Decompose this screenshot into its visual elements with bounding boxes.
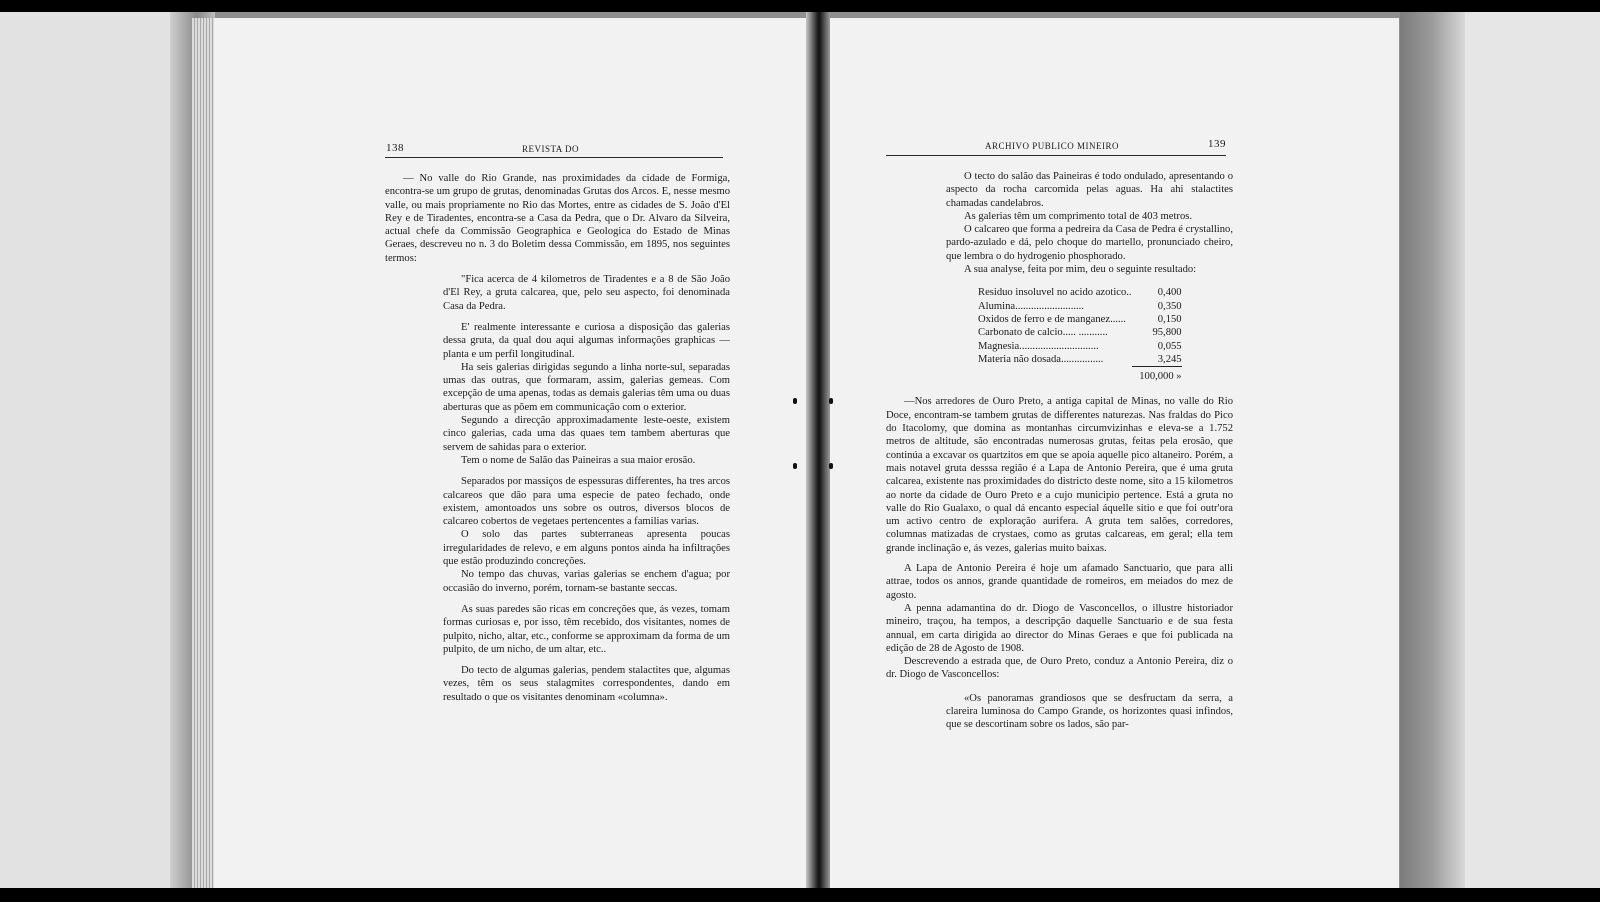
paragraph: No tempo das chuvas, varias galerias se enchem d'agua; por occasião do inverno, porém, tornam-se bastante seccas. bbox=[443, 569, 730, 594]
left-running-head: REVISTA DO bbox=[522, 144, 580, 154]
binding-dot bbox=[829, 463, 833, 469]
book-shadow-right bbox=[1400, 12, 1465, 888]
analysis-label: Oxidos de ferro e de manganez...... bbox=[978, 313, 1126, 325]
table-row bbox=[978, 286, 1182, 299]
paragraph: A Lapa de Antonio Pereira é hoje um afamado Sanctuario, que para alli attrae, todos os annos, grande quantidade de romeiros, em meiados do mez de agosto. bbox=[886, 563, 1233, 601]
paragraph: Segundo a direcção approximadamente leste-oeste, existem cinco galerias, cada uma das quaes tem tambem aberturas que servem de sahidas para o exterior. bbox=[443, 415, 730, 453]
right-page-number: 139 bbox=[1208, 138, 1226, 150]
table-row bbox=[978, 300, 1182, 313]
paragraph: As suas paredes são ricas em concreções que, ás vezes, tomam formas curiosas e, por isso, têm recebido, dos visitantes, nomes de pulpito, nicho, altar, etc., conforme se approximam da forma de um pulpito, de um nicho, de um altar, etc.. bbox=[443, 603, 730, 655]
paragraph: O tecto do salão das Paineiras é todo ondulado, apresentando o aspecto da rocha carcomida pelas aguas. Ha ahi stalactites chamadas candelabros. bbox=[946, 171, 1233, 209]
analysis-value: 0,055 bbox=[1157, 340, 1182, 352]
analysis-value: 0,150 bbox=[1157, 313, 1182, 325]
paragraph: As galerias têm um comprimento total de 403 metros. bbox=[964, 210, 1193, 222]
analysis-label: Materia não dosada................ bbox=[978, 354, 1104, 366]
paragraph: Tem o nome de Salão das Paineiras a sua maior erosão. bbox=[461, 454, 696, 466]
paragraph: Do tecto de algumas galerias, pendem stalactites que, algumas vezes, têm os seus stalagmites correspondentes, dando em resultado o que os visitantes denominam «columna». bbox=[443, 665, 730, 703]
table-row bbox=[978, 353, 1182, 367]
book-gutter bbox=[806, 12, 830, 888]
table-total-row bbox=[978, 367, 1182, 384]
right-header-rule bbox=[886, 155, 1226, 156]
paragraph: "Fica acerca de 4 kilometros de Tiradentes e a 8 de São João d'El Rey, a gruta calcarea, que, pelo seu aspecto, foi denominada Casa da Pedra. bbox=[443, 274, 730, 312]
table-row bbox=[978, 340, 1182, 353]
quote-block bbox=[443, 273, 730, 704]
bottom-border bbox=[0, 888, 1600, 902]
binding-dot bbox=[793, 463, 797, 469]
analysis-value: 0,400 bbox=[1157, 287, 1182, 299]
analysis-value: 95,800 bbox=[1152, 327, 1182, 339]
paragraph: E' realmente interessante e curiosa a disposição das galerias dessa gruta, da qual dou aqui algumas informações graphicas — planta e um perfil longitudinal. bbox=[443, 321, 730, 360]
paragraph: —Nos arredores de Ouro Preto, a antiga capital de Minas, no valle do Rio Doce, encontram-se tambem grutas de differentes naturezas. Nas fraldas do Pico do Itacolomy, que domina as montanhas circumvizinhas e eleva-se a 1.752 metros de altitude, são encontradas numerosas grutas, feitas pela erosão, que continúa a excavar os quartzitos em que se apoia aquelle pico altaneiro. Porém, a mais notavel gruta desssa região é a Lapa de Antonio Pereira, que é uma gruta calcarea, existente nas proximidades do districto deste nome, sito a 15 kilometros ao norte da cidade de Ouro Preto e a cujo municipio pertence. Está a gruta no valle do Rio Gualaxo, o qual dá encanto especial áquelle sitio e que foi outr'ora um activo centro de exploração aurifera. A gruta tem salões, corredores, columnas matizadas de crystaes, como as grutas calcareas, em geral; ella tem grande inclinação e, ás vezes, galerias muito baixas. bbox=[886, 396, 1233, 554]
table-row bbox=[978, 326, 1182, 339]
paragraph: A penna adamantina do dr. Diogo de Vasconcellos, o illustre historiador mineiro, traçou, ha tempos, a descripção daquelle Sanctuario e de sua festa annual, em carta dirigida ao director do Minas Geraes e que foi publicada na edição de 28 de Agosto de 1908. bbox=[886, 602, 1233, 654]
page-edges bbox=[192, 18, 216, 888]
analysis-label: Magnesia.............................. bbox=[978, 340, 1099, 352]
paragraph: «Os panoramas grandiosos que se desfructam da serra, a clareira luminosa do Campo Grande, os horizontes quasi infindos, que se descortinam sobre os lados, são par- bbox=[946, 692, 1233, 731]
analysis-label: Alumina.......................... bbox=[978, 300, 1084, 312]
top-border bbox=[0, 0, 1600, 12]
table-row bbox=[978, 313, 1182, 326]
paragraph: O solo das partes subterraneas apresenta poucas irregularidades de relevo, e em alguns pontos ainda ha infiltrações que estão produzindo concreções. bbox=[443, 529, 730, 568]
analysis-value: 3,245 bbox=[1157, 353, 1182, 365]
right-running-head: ARCHIVO PUBLICO MINEIRO bbox=[985, 141, 1120, 151]
paragraph: O calcareo que forma a pedreira da Casa de Pedra é crystallino, pardo-azulado e dá, pelo choque do martello, pronunciado cheiro, que lembra o do hydrogenio phosphorado. bbox=[946, 224, 1233, 262]
analysis-table bbox=[978, 286, 1182, 383]
analysis-total: 100,000 » bbox=[1132, 367, 1182, 384]
left-header-rule bbox=[385, 157, 723, 158]
binding-dot bbox=[793, 398, 797, 404]
left-page-text bbox=[385, 172, 730, 704]
analysis-value: 0,350 bbox=[1157, 300, 1182, 312]
right-page-text bbox=[886, 170, 1233, 732]
paragraph: Ha seis galerias dirigidas segundo a linha norte-sul, separadas umas das outras, que formaram, assim, galerias gemeas. Com excepção de uma apenas, todas as demais galerias têm uma ou duas aberturas que as põem em communicação com o exterior. bbox=[443, 361, 730, 413]
paragraph: Separados por massiços de espessuras differentes, ha tres arcos calcareos que dão para uma especie de pateo fechado, onde existem, amontoados uns sobre os outros, diversos blocos de calcareo cobertos de vegetaes pertencentes a familias varias. bbox=[443, 476, 730, 528]
quote-block bbox=[946, 170, 1233, 276]
binding-dot bbox=[829, 398, 833, 404]
paragraph: — No valle do Rio Grande, nas proximidades da cidade de Formiga, encontra-se um grupo de grutas, denominadas Grutas dos Arcos. E, nesse mesmo valle, ou mais propriamente no Rio das Mortes, entre as cidades de S. João d'El Rey e de Tiradentes, encontra-se a Casa da Pedra, que o Dr. Alvaro da Silveira, actual chefe da Commissão Geographica e Geologica do Estado de Minas Geraes, descreveu no n. 3 do Boletim dessa Commissão, em 1895, nos seguintes termos: bbox=[385, 173, 730, 264]
analysis-label: Carbonato de calcio..... ........... bbox=[978, 327, 1108, 339]
analysis-label: Residuo insoluvel no acido azotico.. bbox=[978, 287, 1132, 299]
paragraph: A sua analyse, feita por mim, deu o seguinte resultado: bbox=[964, 264, 1197, 276]
paragraph: Descrevendo a estrada que, de Ouro Preto, conduz a Antonio Pereira, diz o dr. Diogo de Vasconcellos: bbox=[886, 656, 1233, 681]
background-left bbox=[0, 12, 180, 888]
left-page-number: 138 bbox=[386, 142, 404, 154]
quote-block bbox=[946, 692, 1233, 732]
